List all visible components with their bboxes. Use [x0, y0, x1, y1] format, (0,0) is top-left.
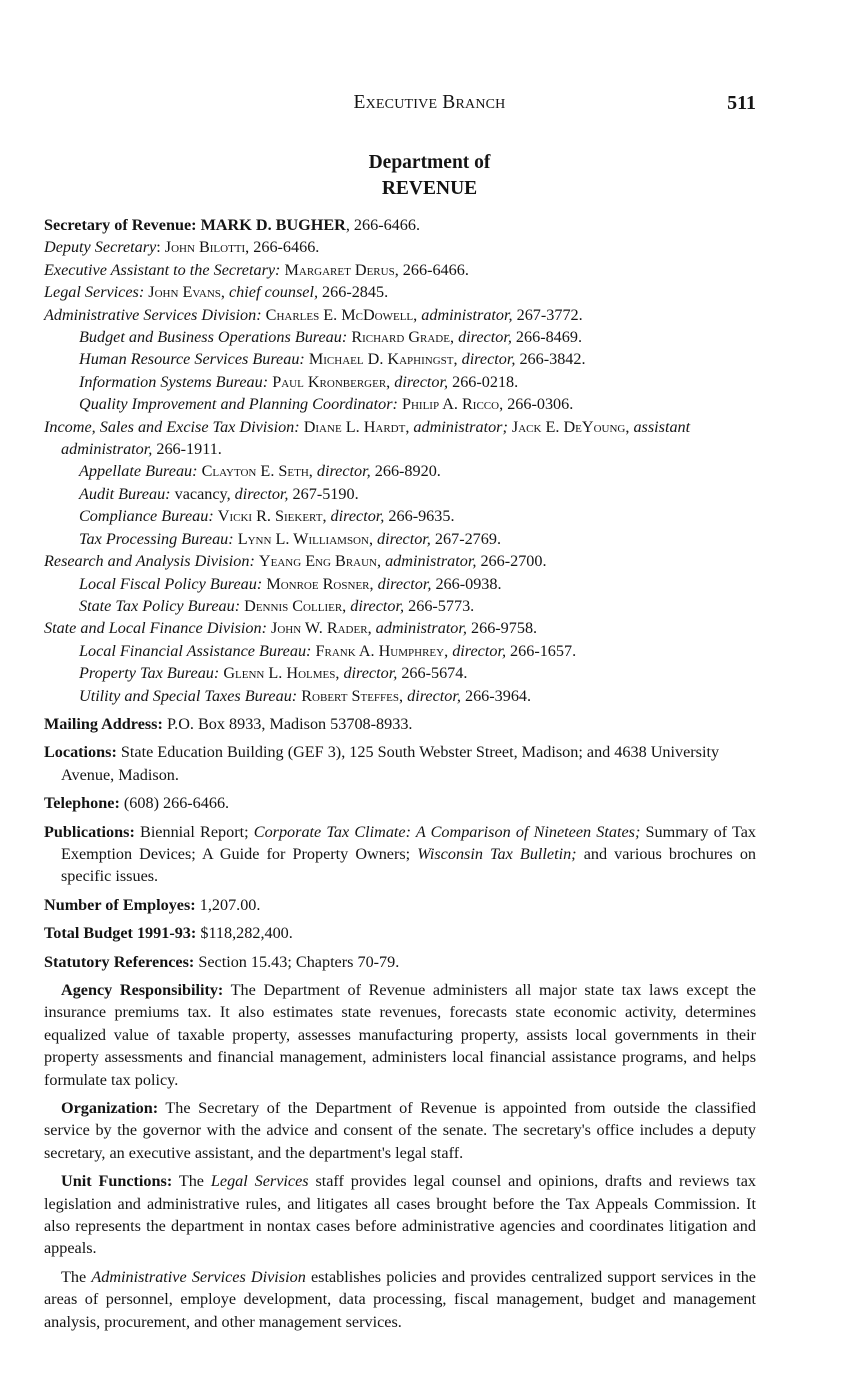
secretary-line — [44, 214, 756, 236]
is-bureau-name: Paul Kronberger — [272, 372, 387, 391]
budget-bureau-title: Budget and Business Operations Bureau: — [79, 328, 348, 347]
lfa-bureau-phone: 266-1657. — [510, 641, 577, 660]
budget-bureau-name: Richard Grade — [351, 328, 450, 347]
agency-responsibility-paragraph — [44, 979, 756, 1091]
compliance-role: director, — [330, 507, 385, 526]
slf-div-phone: 266-9758. — [471, 619, 538, 638]
deputy-line: Deputy Secretary: John Bilotti, 266-6466. — [44, 238, 320, 257]
property-phone: 266-5674. — [401, 664, 468, 683]
agency-label: Agency Responsibility: — [61, 981, 224, 999]
deputy-name: John Bilotti — [164, 238, 246, 257]
employees-value: 1,207.00. — [199, 895, 261, 914]
admin-div-line: Administrative Services Division: Charles E. McDowell, administrator, 267-3772. — [44, 305, 583, 324]
quality-phone: , 266-0306. — [499, 395, 574, 414]
employees — [44, 894, 756, 916]
income-div-title: Income, Sales and Excise Tax Division: — [44, 417, 300, 436]
document-body — [44, 214, 756, 1333]
unit-label: Unit Functions: — [61, 1172, 173, 1191]
admin-emphasis: Administrative Services Division — [91, 1267, 306, 1286]
income-div-role: administrator; — [413, 417, 508, 436]
lfa-bureau-name: Frank A. Humphrey — [315, 641, 445, 660]
legal-phone: 266-2845. — [322, 283, 389, 302]
total-budget — [44, 922, 756, 944]
research-div-phone: 266-2700. — [480, 552, 547, 571]
slf-div-role: administrator, — [375, 619, 467, 638]
slf-div-name: John W. Rader — [271, 619, 368, 638]
local-fiscal-name: Monroe Rosner — [266, 574, 370, 593]
state-tax-line: State Tax Policy Bureau: Dennis Collier, director, 266-5773. — [79, 596, 475, 615]
publications-label: Publications: — [44, 822, 135, 841]
locations-label: Locations: — [44, 743, 117, 762]
mailing-label: Mailing Address: — [44, 714, 163, 733]
is-bureau-role: director, — [394, 372, 449, 391]
tax-processing-role: director, — [377, 529, 431, 548]
telephone-label: Telephone: — [44, 794, 120, 813]
audit-role: director, — [234, 484, 289, 503]
research-div-role: administrator, — [385, 552, 477, 571]
hr-bureau-phone: 266-3842. — [519, 350, 586, 369]
research-div-title: Research and Analysis Division: — [44, 552, 255, 571]
title-line-1: Department of — [368, 152, 491, 173]
state-tax-phone: 266-5773. — [408, 596, 475, 615]
publication-5: and various brochures on specific issues. — [61, 844, 757, 886]
running-header: Executive Branch — [353, 92, 506, 113]
income-div-name: Diane L. Hardt — [303, 417, 406, 436]
local-fiscal-line: Local Fiscal Policy Bureau: Monroe Rosner, director, 266-0938. — [79, 574, 502, 593]
deputy-title: Deputy Secretary — [44, 238, 157, 257]
property-line: Property Tax Bureau: Glenn L. Holmes, director, 266-5674. — [79, 664, 468, 683]
income-div-name2: Jack E. DeYoung — [511, 417, 626, 436]
title-line-2: REVENUE — [381, 178, 478, 199]
tax-processing-line: Tax Processing Bureau: Lynn L. Williamson, director, 267-2769. — [79, 529, 501, 548]
publication-2: Corporate Tax Climate: A Comparison of Nineteen States; — [253, 822, 641, 841]
publications — [44, 821, 756, 888]
hr-bureau-title: Human Resource Services Bureau: — [79, 350, 305, 369]
deputy-phone: , 266-6466. — [245, 238, 320, 257]
exec-asst-title: Executive Assistant to the Secretary: — [44, 260, 281, 279]
utility-role: director, — [407, 686, 461, 705]
hr-bureau-name: Michael D. Kaphingst — [308, 350, 454, 369]
admin-text-1: The — [61, 1267, 87, 1286]
mailing-value: P.O. Box 8933, Madison 53708-8933. — [166, 714, 413, 733]
organization-paragraph — [44, 1097, 756, 1164]
telephone — [44, 792, 756, 814]
utility-title: Utility and Special Taxes Bureau: — [79, 686, 298, 705]
budget-label: Total Budget 1991-93: — [44, 924, 197, 943]
budget-bureau-line: Budget and Business Operations Bureau: Richard Grade, director, 266-8469. — [79, 328, 583, 347]
lfa-bureau-line: Local Financial Assistance Bureau: Frank A. Humphrey, director, 266-1657. — [79, 641, 577, 660]
employees-label: Number of Employes: — [44, 895, 196, 914]
organization-text: The Secretary of the Department of Revenue is appointed from outside the classified service by the governor with the advice and consent of the senate. The secretary's office includes a deputy secretary, an executive assistant, and the department's legal staff. — [44, 1099, 756, 1162]
exec-asst-line — [44, 259, 756, 281]
quality-name: Philip A. Ricco — [401, 395, 500, 414]
appellate-role: director, — [316, 462, 371, 481]
publication-1: Biennial Report; — [140, 822, 249, 841]
page-number: 511 — [727, 92, 756, 114]
appellate-title: Appellate Bureau: — [79, 462, 198, 481]
statutory-value: Section 15.43; Chapters 70-79. — [198, 952, 400, 971]
local-fiscal-role: director, — [377, 574, 432, 593]
unit-functions-paragraph — [44, 1170, 756, 1260]
property-name: Glenn L. Holmes — [223, 664, 336, 683]
quality-title: Quality Improvement and Planning Coordinator: — [79, 395, 398, 414]
budget-bureau-phone: 266-8469. — [515, 328, 583, 347]
publication-4: Wisconsin Tax Bulletin; — [417, 844, 577, 863]
statutory-references — [44, 951, 756, 973]
audit-phone: 267-5190. — [292, 484, 359, 503]
organization-label: Organization: — [61, 1099, 159, 1118]
secretary-phone: , 266-6466. — [345, 216, 421, 234]
legal-title: Legal Services: — [44, 283, 145, 302]
compliance-phone: 266-9635. — [388, 507, 455, 526]
statutory-label: Statutory References: — [44, 952, 195, 971]
publication-3: Summary of Tax Exemption Devices; A Guide for Property Owners; — [61, 822, 757, 863]
agency-text: The Department of Revenue administers all major state tax laws except the insurance premiums tax. It also estimates state revenues, forecasts state economic activity, determines equalized value of taxable property, assesses manufacturing property, assists local governments in their property assessments and financial management, administers local financial assistance programs, and helps formulate tax policy. — [44, 981, 756, 1089]
lfa-bureau-role: director, — [452, 641, 506, 660]
locations-value: State Education Building (GEF 3), 125 South Webster Street, Madison; and 4638 University Avenue, Madison. — [61, 743, 720, 784]
is-bureau-line: Information Systems Bureau: Paul Kronberger, director, 266-0218. — [79, 372, 519, 391]
unit-text-2: staff provides legal counsel and opinions, drafts and reviews tax legislation and administrative rules, and litigates all cases brought before the Tax Appeals Commission. It also represents the department in nontax cases before administrative agencies and coordinates litigation and appeals. — [44, 1172, 757, 1258]
quality-line — [44, 393, 756, 415]
income-div-line: Income, Sales and Excise Tax Division: Diane L. Hardt, administrator; Jack E. DeYoung, assistant administrator, 266-1911. — [44, 417, 691, 459]
slf-div-title: State and Local Finance Division: — [44, 619, 267, 638]
admin-div-name: Charles E. McDowell — [265, 305, 414, 324]
compliance-line: Compliance Bureau: Vicki R. Siekert, director, 266-9635. — [79, 507, 455, 526]
appellate-name: Clayton E. Seth — [201, 462, 309, 481]
audit-name: vacancy, — [174, 484, 231, 503]
hr-bureau-line: Human Resource Services Bureau: Michael D. Kaphingst, director, 266-3842. — [79, 350, 586, 369]
compliance-title: Compliance Bureau: — [79, 507, 214, 526]
admin-division-paragraph — [44, 1266, 756, 1333]
audit-title: Audit Bureau: — [79, 484, 171, 503]
local-fiscal-title: Local Fiscal Policy Bureau: — [79, 574, 263, 593]
income-div-phone: 266-1911. — [156, 440, 222, 459]
locations — [44, 741, 756, 786]
unit-text-1: The — [178, 1172, 204, 1191]
admin-div-title: Administrative Services Division: — [44, 305, 262, 324]
secretary-label: Secretary of Revenue: — [44, 216, 197, 234]
is-bureau-phone: 266-0218. — [452, 372, 519, 391]
hr-bureau-role: director, — [461, 350, 516, 369]
secretary-name: MARK D. BUGHER — [200, 216, 346, 234]
legal-name: John Evans — [148, 283, 221, 302]
state-tax-name: Dennis Collier — [244, 596, 343, 615]
tax-processing-name: Lynn L. Williamson — [237, 529, 369, 548]
local-fiscal-phone: 266-0938. — [435, 574, 502, 593]
is-bureau-title: Information Systems Bureau: — [79, 372, 269, 391]
income-div-role2: assistant administrator, — [61, 417, 691, 459]
audit-line — [44, 483, 756, 505]
state-tax-role: director, — [350, 596, 405, 615]
state-tax-title: State Tax Policy Bureau: — [79, 596, 241, 615]
exec-asst-phone: , 266-6466. — [394, 260, 469, 279]
research-div-name: Yeang Eng Braun — [258, 552, 377, 571]
tax-processing-title: Tax Processing Bureau: — [79, 529, 234, 548]
mailing-address — [44, 713, 756, 735]
lfa-bureau-title: Local Financial Assistance Bureau: — [79, 641, 312, 660]
property-title: Property Tax Bureau: — [79, 664, 220, 683]
exec-asst-name: Margaret Derus — [284, 260, 395, 279]
tax-processing-phone: 267-2769. — [434, 529, 501, 548]
admin-div-role: administrator, — [421, 305, 513, 324]
compliance-name: Vicki R. Siekert — [217, 507, 323, 526]
legal-role: chief counsel, — [229, 283, 318, 302]
research-div-line: Research and Analysis Division: Yeang Eng Braun, administrator, 266-2700. — [44, 552, 547, 571]
appellate-phone: 266-8920. — [374, 462, 441, 481]
telephone-value: (608) 266-6466. — [123, 794, 230, 813]
admin-div-phone: 267-3772. — [516, 305, 583, 324]
property-role: director, — [343, 664, 398, 683]
admin-text-2: establishes policies and provides centralized support services in the areas of personnel, employe development, data processing, fiscal management, budget and management analysis, procurement, and other management services. — [44, 1267, 756, 1331]
budget-bureau-role: director, — [458, 328, 512, 347]
unit-emphasis: Legal Services — [210, 1172, 309, 1191]
legal-line: Legal Services: John Evans, chief counsel, 266-2845. — [44, 283, 389, 302]
slf-div-line: State and Local Finance Division: John W. Rader, administrator, 266-9758. — [44, 619, 538, 638]
budget-value: $118,282,400. — [200, 924, 293, 943]
utility-name: Robert Steffes — [301, 686, 400, 705]
page-title — [0, 150, 859, 202]
utility-line: Utility and Special Taxes Bureau: Robert Steffes, director, 266-3964. — [79, 686, 532, 705]
appellate-line: Appellate Bureau: Clayton E. Seth, director, 266-8920. — [79, 462, 441, 481]
utility-phone: 266-3964. — [464, 686, 532, 705]
